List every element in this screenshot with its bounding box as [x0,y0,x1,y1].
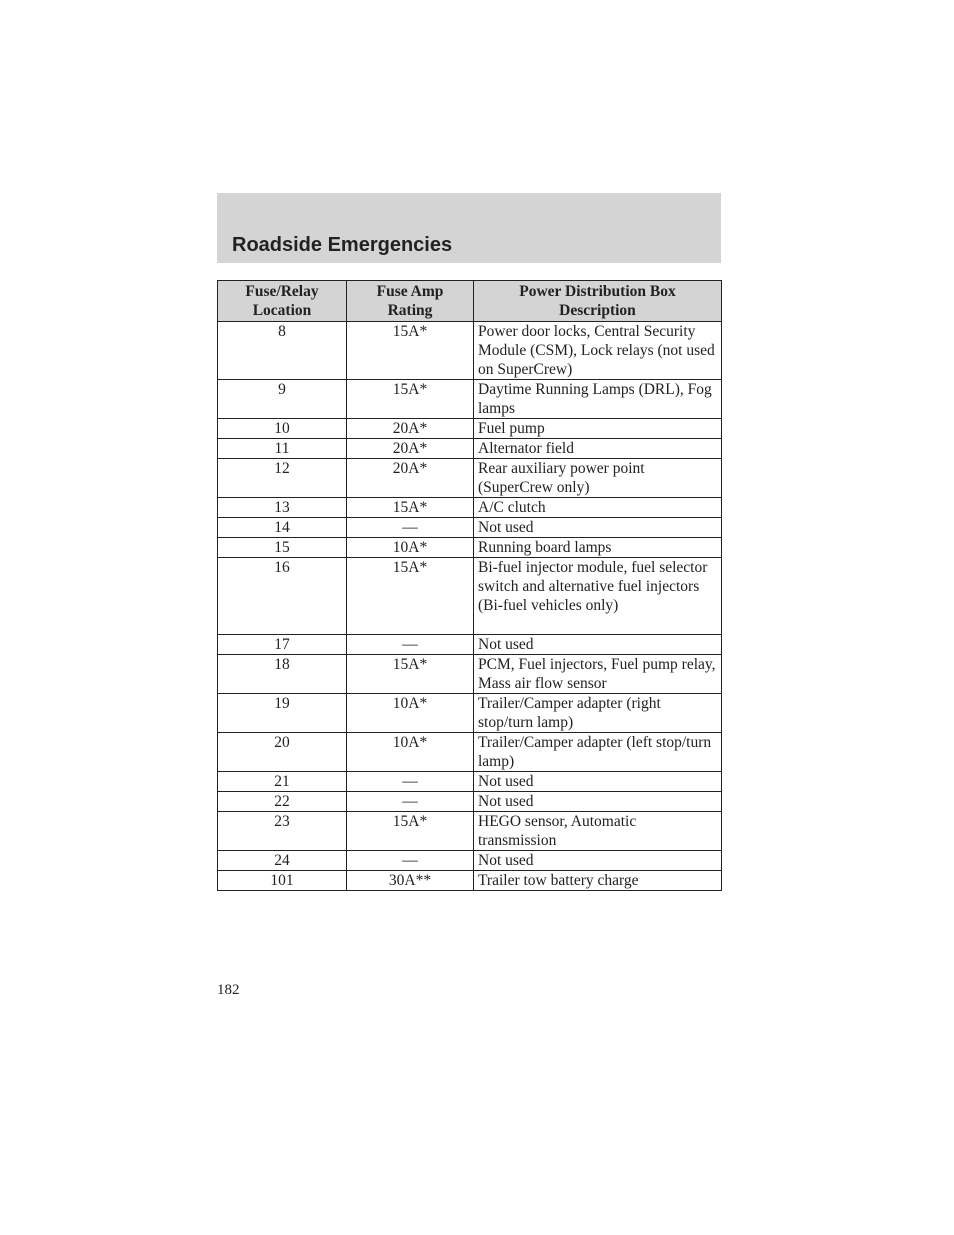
cell-location: 13 [218,498,347,518]
fuse-table [217,280,722,891]
cell-amp: 15A* [347,655,474,694]
table-row [218,851,722,871]
table-row [218,498,722,518]
cell-location: 11 [218,439,347,459]
table-row [218,380,722,419]
cell-amp: 15A* [347,558,474,635]
cell-description: Not used [474,635,722,655]
cell-description: Not used [474,518,722,538]
cell-description: A/C clutch [474,498,722,518]
cell-location: 10 [218,419,347,439]
page-number: 182 [217,982,240,998]
table-row [218,558,722,635]
cell-amp: 15A* [347,380,474,419]
cell-location: 18 [218,655,347,694]
table-row [218,812,722,851]
cell-amp: — [347,772,474,792]
cell-location: 20 [218,733,347,772]
section-title: Roadside Emergencies [232,234,453,256]
cell-amp: — [347,792,474,812]
cell-description: Trailer/Camper adapter (left stop/turn lamp) [474,733,722,772]
cell-location: 17 [218,635,347,655]
cell-description: Fuel pump [474,419,722,439]
cell-amp: 30A** [347,871,474,891]
cell-location: 15 [218,538,347,558]
header-amp-rating [347,281,474,322]
cell-amp: — [347,851,474,871]
cell-amp: — [347,635,474,655]
header-location-line1: Fuse/Relay [245,283,319,300]
cell-amp: 15A* [347,322,474,380]
table-row [218,459,722,498]
table-row [218,792,722,812]
cell-location: 21 [218,772,347,792]
cell-description: HEGO sensor, Automatic transmission [474,812,722,851]
table-row [218,772,722,792]
cell-description: Trailer tow battery charge [474,871,722,891]
cell-description: Running board lamps [474,538,722,558]
cell-description: Alternator field [474,439,722,459]
table-row [218,518,722,538]
cell-description: Not used [474,851,722,871]
header-desc-line1: Power Distribution Box [519,283,676,300]
cell-description: Daytime Running Lamps (DRL), Fog lamps [474,380,722,419]
cell-location: 23 [218,812,347,851]
cell-description: Power door locks, Central Security Module (CSM), Lock relays (not used on SuperCrew) [474,322,722,380]
header-amp-line2: Rating [387,302,433,319]
cell-description: PCM, Fuel injectors, Fuel pump relay, Mass air flow sensor [474,655,722,694]
header-desc-line2: Description [559,302,636,319]
cell-amp: 20A* [347,439,474,459]
header-location [218,281,347,322]
cell-location: 12 [218,459,347,498]
cell-location: 24 [218,851,347,871]
cell-description: Trailer/Camper adapter (right stop/turn lamp) [474,694,722,733]
cell-amp: 20A* [347,459,474,498]
cell-location: 101 [218,871,347,891]
table-row [218,635,722,655]
table-row [218,439,722,459]
header-description [474,281,722,322]
table-row [218,871,722,891]
table-row [218,419,722,439]
table-row [218,694,722,733]
cell-description: Rear auxiliary power point (SuperCrew only) [474,459,722,498]
cell-amp: 10A* [347,538,474,558]
table-row [218,322,722,380]
table-row [218,733,722,772]
cell-amp: 10A* [347,733,474,772]
cell-amp: 20A* [347,419,474,439]
cell-amp: 15A* [347,498,474,518]
cell-location: 9 [218,380,347,419]
section-header-band [217,193,721,263]
cell-amp: — [347,518,474,538]
header-amp-line1: Fuse Amp [376,283,444,300]
cell-location: 22 [218,792,347,812]
table-row [218,538,722,558]
cell-amp: 10A* [347,694,474,733]
table-row [218,655,722,694]
cell-location: 8 [218,322,347,380]
cell-location: 14 [218,518,347,538]
cell-location: 16 [218,558,347,635]
cell-description: Not used [474,792,722,812]
cell-location: 19 [218,694,347,733]
cell-amp: 15A* [347,812,474,851]
table-header-row [218,281,722,322]
cell-description: Not used [474,772,722,792]
cell-description: Bi-fuel injector module, fuel selector switch and alternative fuel injectors (Bi-fuel vehicles only) [474,558,722,635]
header-location-line2: Location [252,302,312,319]
